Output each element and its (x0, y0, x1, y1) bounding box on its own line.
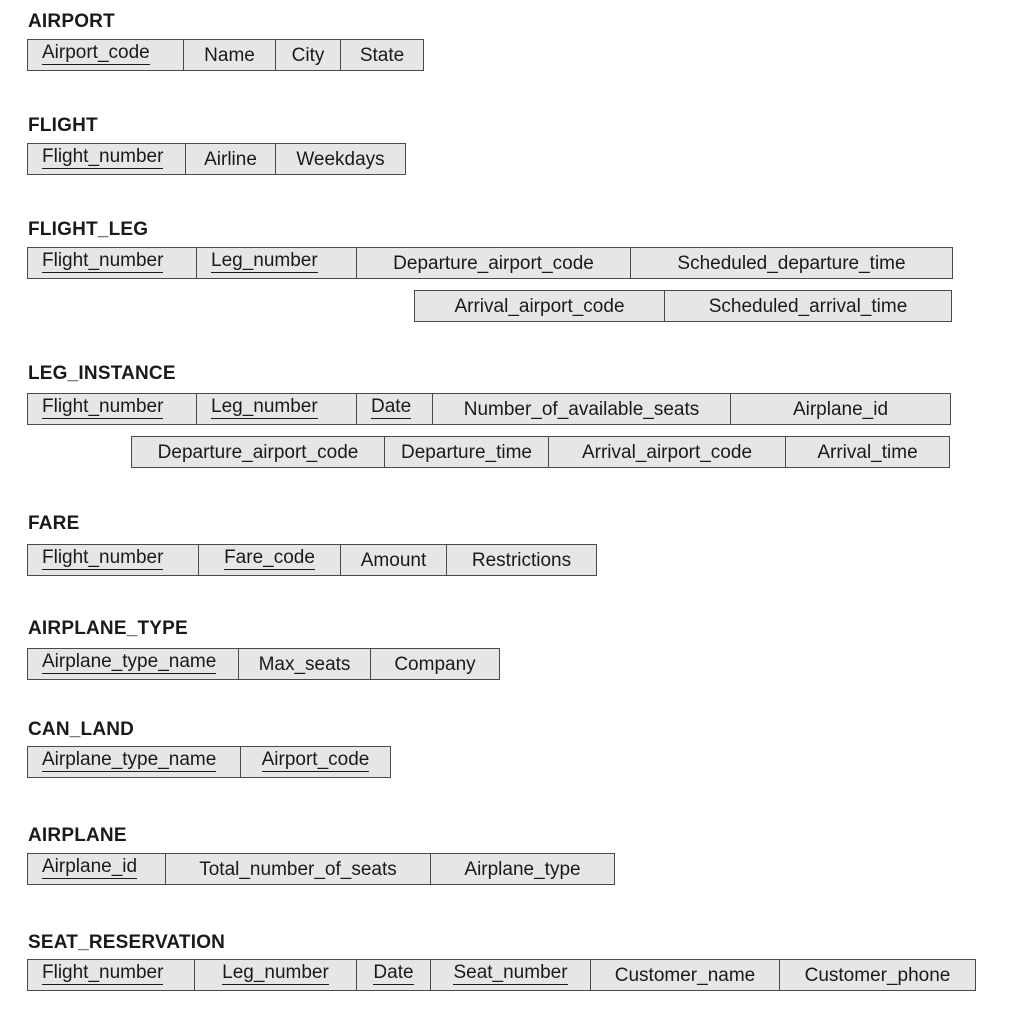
primary-key-attribute: Seat_number (453, 959, 567, 985)
attribute-cell (165, 853, 431, 885)
attribute-cell (27, 143, 186, 175)
primary-key-attribute: Leg_number (211, 247, 318, 273)
attribute-cell (185, 143, 276, 175)
attribute: Scheduled_departure_time (677, 253, 906, 274)
attribute-cell (240, 746, 391, 778)
attribute: Scheduled_arrival_time (708, 296, 908, 317)
attribute-cell (27, 544, 199, 576)
primary-key-attribute: Flight_number (42, 544, 163, 570)
attribute-cell (430, 853, 615, 885)
attribute-cell (198, 544, 341, 576)
attribute-cell (183, 39, 276, 71)
attribute-cell (27, 393, 197, 425)
attribute-cell (27, 853, 166, 885)
attribute-cell (27, 959, 195, 991)
attribute: Max_seats (258, 654, 351, 675)
attribute-cell (446, 544, 597, 576)
attribute-cell (590, 959, 780, 991)
relation-title-flight: FLIGHT (28, 115, 98, 136)
relation-leg-instance-row-1 (27, 393, 951, 425)
attribute-cell (730, 393, 951, 425)
attribute: Customer_phone (804, 965, 951, 986)
primary-key-attribute: Airplane_type_name (42, 648, 216, 674)
attribute-cell (238, 648, 371, 680)
relation-title-seat-reservation: SEAT_RESERVATION (28, 932, 226, 953)
relation-title-airplane-type: AIRPLANE_TYPE (28, 618, 188, 639)
attribute: Airplane_type (464, 859, 581, 880)
attribute: Amount (360, 550, 427, 571)
attribute-cell (196, 247, 357, 279)
primary-key-attribute: Leg_number (211, 393, 318, 419)
attribute: State (359, 45, 405, 66)
attribute-cell (664, 290, 952, 322)
attribute-cell (779, 959, 976, 991)
attribute: Number_of_available_seats (463, 399, 700, 420)
attribute: Weekdays (296, 149, 385, 170)
primary-key-attribute: Airplane_type_name (42, 746, 216, 772)
attribute: Arrival_time (817, 442, 918, 463)
attribute-cell (27, 39, 184, 71)
attribute-cell (785, 436, 950, 468)
attribute: Name (204, 45, 255, 66)
attribute-cell (27, 746, 241, 778)
attribute: City (291, 45, 325, 66)
primary-key-attribute: Leg_number (222, 959, 329, 985)
attribute: Customer_name (614, 965, 756, 986)
attribute-cell (340, 544, 447, 576)
primary-key-attribute: Flight_number (42, 143, 163, 169)
relation-title-leg-instance: LEG_INSTANCE (28, 363, 176, 384)
attribute-cell (27, 247, 197, 279)
primary-key-attribute: Flight_number (42, 959, 163, 985)
attribute-cell (414, 290, 665, 322)
primary-key-attribute: Airport_code (42, 39, 150, 65)
relation-flight-leg-row-1 (27, 247, 953, 279)
attribute-cell (356, 393, 433, 425)
attribute-cell (275, 39, 341, 71)
relation-fare (27, 544, 597, 576)
attribute: Departure_airport_code (157, 442, 359, 463)
relation-flight-leg-row-2 (414, 290, 952, 322)
primary-key-attribute: Airport_code (262, 746, 370, 772)
attribute: Airline (204, 149, 257, 170)
attribute: Arrival_airport_code (581, 442, 753, 463)
attribute-cell (131, 436, 385, 468)
relation-flight (27, 143, 406, 175)
attribute: Total_number_of_seats (199, 859, 397, 880)
primary-key-attribute: Flight_number (42, 247, 163, 273)
relation-title-fare: FARE (28, 513, 80, 534)
attribute: Company (394, 654, 476, 675)
attribute-cell (384, 436, 549, 468)
relation-title-airport: AIRPORT (28, 11, 115, 32)
attribute-cell (196, 393, 357, 425)
primary-key-attribute: Date (373, 959, 413, 985)
primary-key-attribute: Flight_number (42, 393, 163, 419)
attribute: Departure_airport_code (393, 253, 594, 274)
relation-seat-reservation (27, 959, 976, 991)
relation-can-land (27, 746, 391, 778)
attribute-cell (548, 436, 786, 468)
relation-title-flight-leg: FLIGHT_LEG (28, 219, 149, 240)
attribute-cell (275, 143, 406, 175)
attribute-cell (430, 959, 591, 991)
attribute-cell (27, 648, 239, 680)
attribute-cell (194, 959, 357, 991)
attribute: Restrictions (471, 550, 572, 571)
attribute-cell (356, 959, 431, 991)
attribute: Arrival_airport_code (454, 296, 625, 317)
attribute: Departure_time (401, 442, 532, 463)
attribute-cell (340, 39, 424, 71)
attribute-cell (356, 247, 631, 279)
attribute: Airplane_id (792, 399, 889, 420)
relation-title-airplane: AIRPLANE (28, 825, 127, 846)
attribute-cell (432, 393, 731, 425)
relation-airport (27, 39, 424, 71)
relation-title-can-land: CAN_LAND (28, 719, 135, 740)
primary-key-attribute: Airplane_id (42, 853, 137, 879)
relation-airplane-type (27, 648, 500, 680)
relation-airplane (27, 853, 615, 885)
attribute-cell (370, 648, 500, 680)
primary-key-attribute: Date (371, 393, 411, 419)
attribute-cell (630, 247, 953, 279)
primary-key-attribute: Fare_code (224, 544, 315, 570)
relation-leg-instance-row-2 (131, 436, 950, 468)
